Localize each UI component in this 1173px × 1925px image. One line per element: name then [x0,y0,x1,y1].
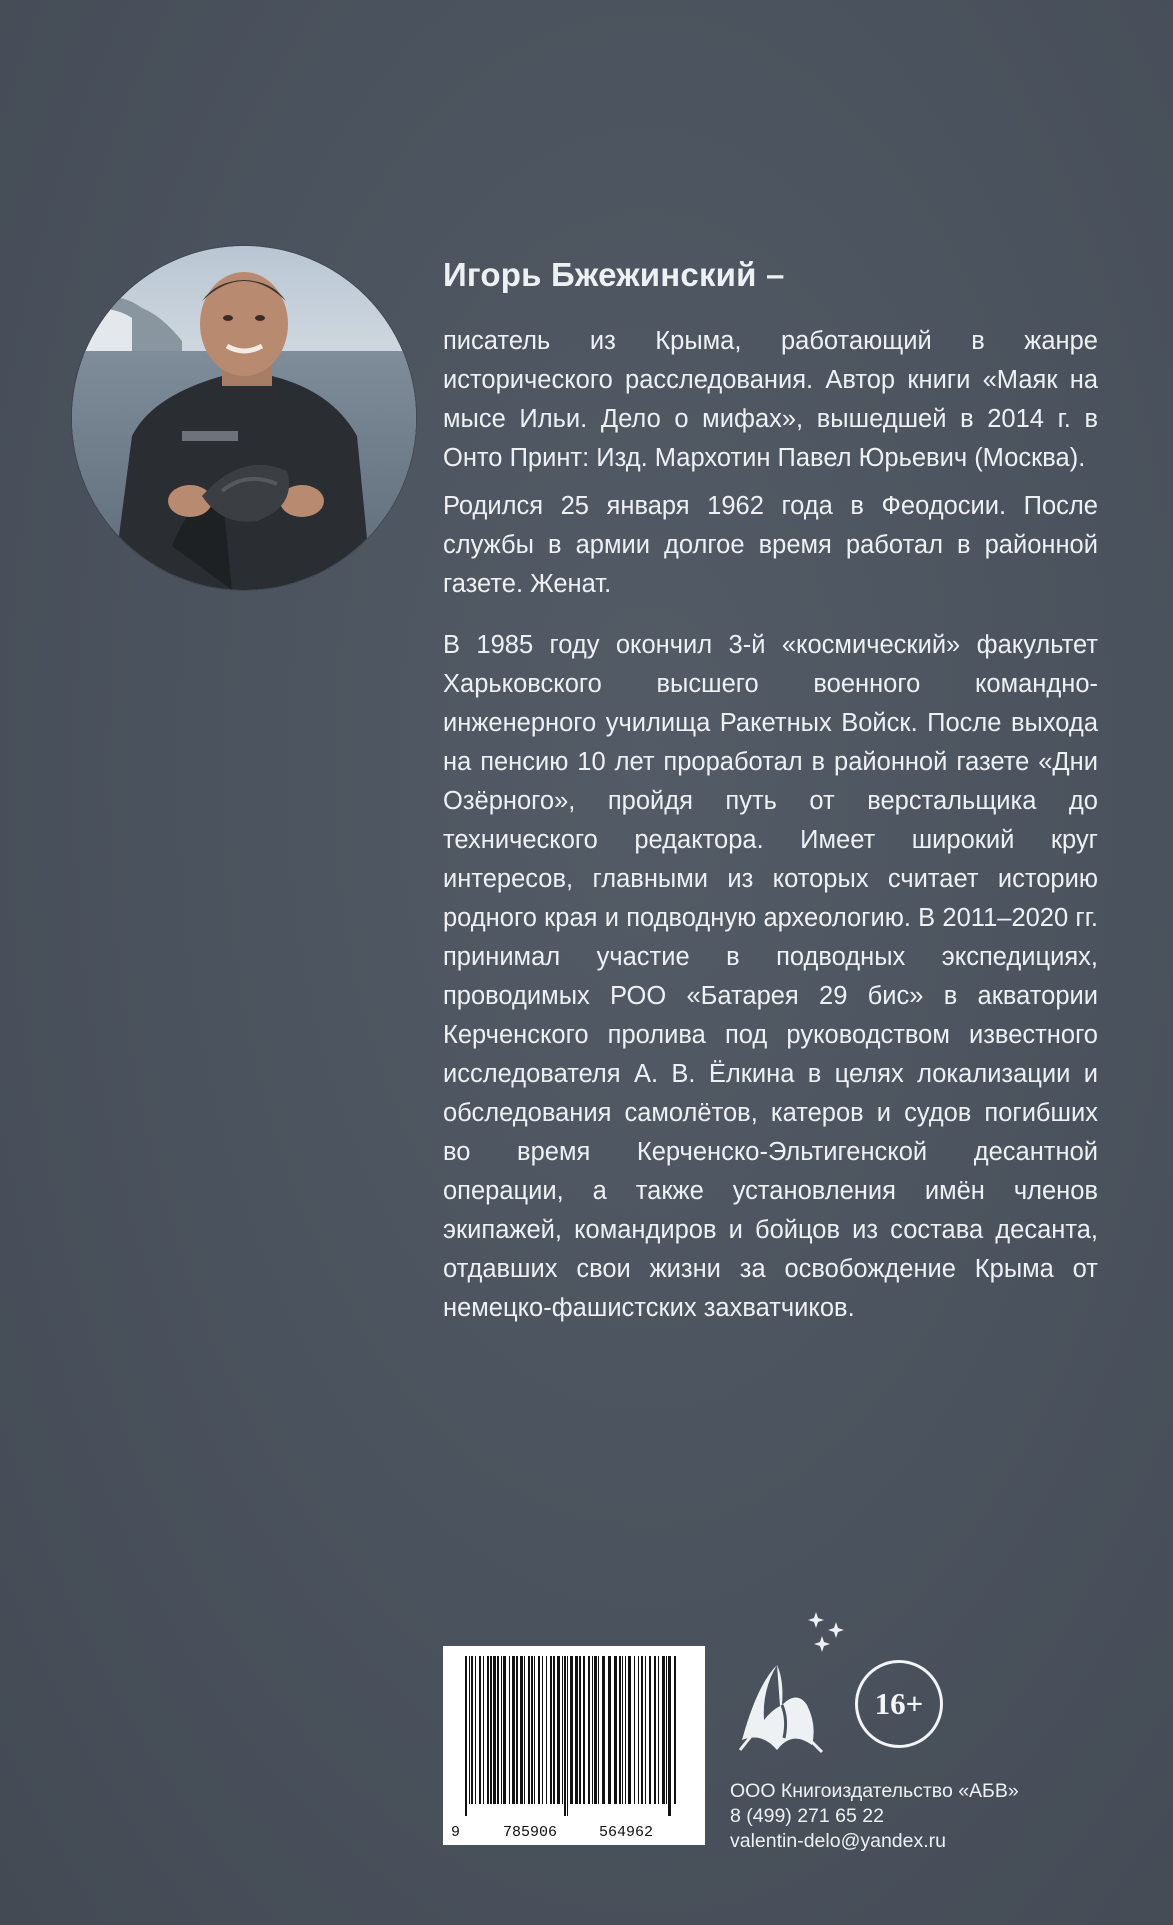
barcode-bar [469,1656,470,1804]
author-photo [72,246,416,590]
barcode-bars [443,1646,705,1821]
barcode-bar [594,1656,597,1804]
barcode-bar [579,1656,581,1804]
barcode-bar [509,1656,510,1804]
barcode-bar [487,1656,489,1804]
barcode-bar [592,1656,593,1804]
barcode-bar [538,1656,540,1804]
barcode-bar [471,1656,473,1804]
barcode-bar [553,1656,555,1804]
barcode-bar [528,1656,530,1804]
barcode-bar [662,1656,665,1804]
barcode-bar [531,1656,533,1804]
bio-text-3: В 1985 году окончил 3-й «космический» факультет Харьковского высшего военного командно-инженерного училища Ракетных Войск. После выхода на пенсию 10 лет проработал в районной газете «Дни Озёрного», пройдя путь от верстальщика до технического редактора. Имеет широкий круг интересов, главными из которых считает историю родного края и подводную археологию. В 2011–2020 гг. принимал участие в подводных экспедициях, проводимых РОО «Батарея 29 бис» в акватории Керченского пролива под руководством известного исследователя А. В. Ёлкина в целях локализации и обследования самолётов, катеров и судов погибших во время Керченско-Эльтигенской десантной операции, а также установления имён членов экипажей, командиров и бойцов из состава десанта, отдавших свои жизни за освобождение Крыма от немецко-фашистских захватчиков. [443,631,1098,1322]
barcode-bar [493,1656,496,1804]
publisher-name: ООО Книгоиздательство «АБВ» [730,1780,1019,1802]
barcode-bar [654,1656,656,1804]
barcode-bar [634,1656,635,1804]
barcode-bar [512,1656,515,1804]
bio-text-1: писатель из Крыма, работающий в жанре исторического расследования. Автор книги «Маяк на мысе Ильи. Дело о мифах», вышедшей в 2014 г. в Онто Принт: Изд. Мархотин Павел Юрьевич (Москва). [443,327,1098,472]
barcode-bar [625,1656,626,1804]
barcode-bar [588,1656,590,1804]
barcode-bar [546,1656,547,1804]
barcode-bar [598,1656,599,1804]
barcode-bar [534,1656,535,1804]
barcode-bar [497,1656,499,1804]
author-name: Игорь Бжежинский – [443,256,785,293]
barcode-bar [567,1656,568,1816]
barcode-bar [520,1656,523,1804]
stars-icon [808,1610,850,1660]
barcode-bar [524,1656,525,1804]
barcode-bar [658,1656,659,1804]
barcode-digit-first: 9 [451,1824,461,1841]
barcode-bar [583,1656,585,1804]
isbn-barcode [443,1646,705,1845]
barcode-bar [562,1656,563,1804]
barcode-bar [465,1656,467,1816]
barcode-bar [668,1656,671,1816]
barcode-bar [503,1656,506,1804]
barcode-bar [645,1656,646,1804]
barcode-bar [622,1656,623,1804]
publisher-email: valentin-delo@yandex.ru [730,1830,947,1852]
barcode-bar [608,1656,611,1804]
barcode-bar [542,1656,543,1804]
barcode-group-left: 785906 [503,1824,558,1841]
barcode-bar [628,1656,631,1804]
barcode-bar [575,1656,578,1804]
barcode-bar [490,1656,492,1804]
barcode-bar [564,1656,566,1816]
barcode-bar [516,1656,518,1804]
barcode-group-right: 564962 [599,1824,654,1841]
barcode-bar [550,1656,552,1804]
bio-text-2: Родился 25 января 1962 года в Феодосии. После службы в армии долгое время работал в районной газете. Женат. [443,492,1098,598]
bio-paragraph-1 [443,322,1098,478]
bio-paragraph-2 [443,487,1098,604]
barcode-bar [483,1656,484,1804]
publisher-phone: 8 (499) 271 65 22 [730,1805,884,1827]
barcode-bar [475,1656,476,1804]
barcode-bar [666,1656,667,1804]
barcode-bar [638,1656,639,1804]
barcode-bar [674,1656,676,1804]
barcode-bar [557,1656,560,1804]
barcode-bar [501,1656,502,1804]
age-rating-badge: 16+ [855,1660,943,1748]
barcode-bar [570,1656,573,1804]
barcode-bar [619,1656,621,1804]
barcode-bar [479,1656,481,1804]
barcode-bar [614,1656,617,1804]
publisher-info [730,1779,1019,1854]
barcode-bar [649,1656,651,1804]
barcode-bar [602,1656,605,1804]
bio-paragraph-3 [443,626,1098,1328]
barcode-bar [641,1656,643,1804]
